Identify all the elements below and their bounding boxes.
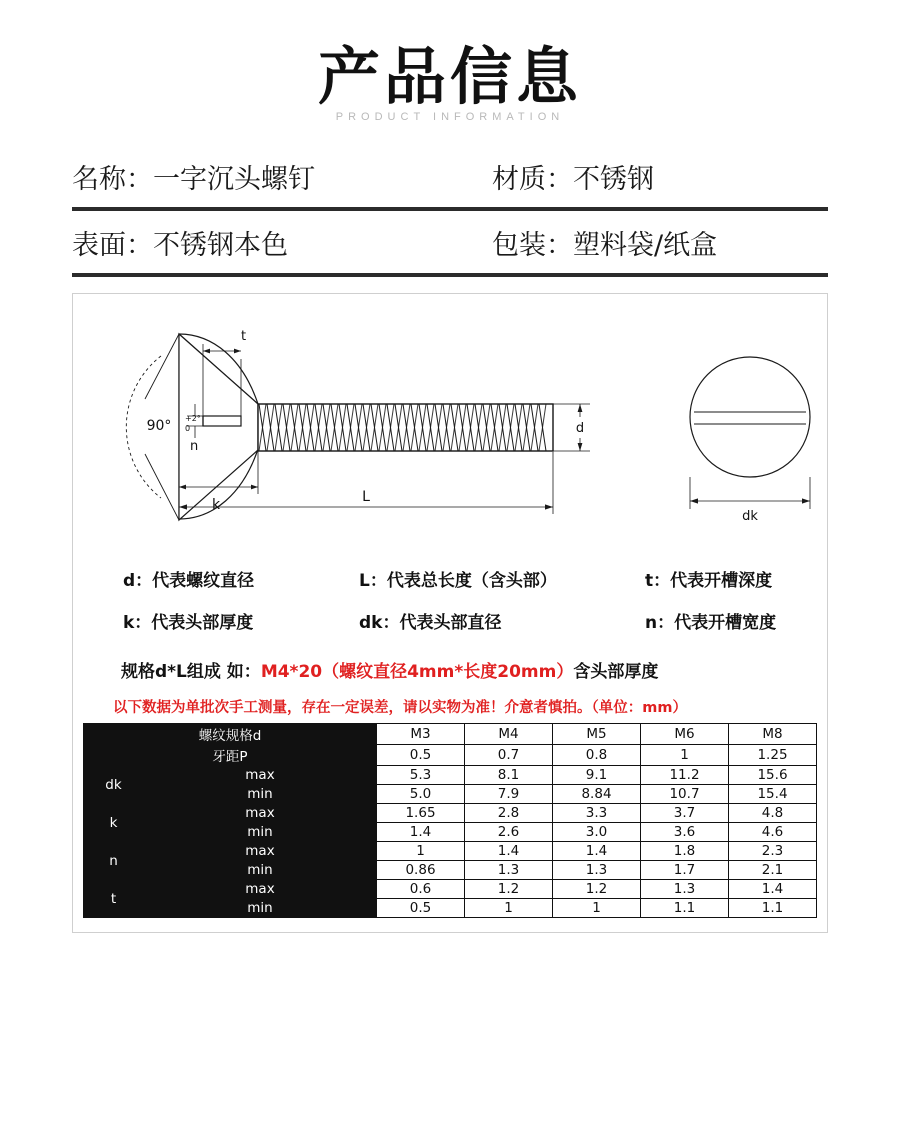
info-cell-name [72, 157, 492, 196]
table-cell: 1 [377, 842, 465, 861]
table-cell: 1.7 [641, 861, 729, 880]
table-cell: 15.6 [729, 766, 817, 785]
legend-t: t：代表开槽深度 [645, 571, 773, 592]
table-sublabel: min [144, 861, 377, 880]
product-info-list [72, 145, 828, 277]
table-cell: 1.25 [729, 745, 817, 766]
table-cell: 4.8 [729, 804, 817, 823]
info-value-name: 一字沉头螺钉 [153, 163, 315, 195]
table-cell: 11.2 [641, 766, 729, 785]
table-header-label: 螺纹规格d [84, 724, 377, 745]
legend-line-2 [123, 608, 777, 633]
legend-L: L：代表总长度（含头部） [359, 571, 557, 592]
table-size-m8: M8 [729, 724, 817, 745]
table-row-header [84, 724, 817, 745]
legend-k: k：代表头部厚度 [123, 613, 254, 634]
table-cell: 0.7 [465, 745, 553, 766]
table-cell: 3.0 [553, 823, 641, 842]
table-cell: 1 [465, 899, 553, 918]
table-size-m6: M6 [641, 724, 729, 745]
legend-d: d：代表螺纹直径 [123, 571, 255, 592]
legend-dk: dk：代表头部直径 [359, 613, 502, 634]
table-size-m5: M5 [553, 724, 641, 745]
table-sublabel: max [144, 804, 377, 823]
table-pitch-label: 牙距P [84, 745, 377, 766]
info-label-name: 名称： [72, 163, 153, 195]
legend-line-1 [123, 566, 777, 591]
table-cell: 3.3 [553, 804, 641, 823]
table-cell: 1.3 [553, 861, 641, 880]
table-cell: 7.9 [465, 785, 553, 804]
spec-suffix: 含头部厚度 [573, 662, 659, 683]
table-cell: 0.8 [553, 745, 641, 766]
spec-prefix: 规格d*L组成 如： [121, 662, 261, 683]
table-cell: 1.4 [553, 842, 641, 861]
label-L: L [362, 489, 370, 506]
table-cell: 10.7 [641, 785, 729, 804]
table-cell: 1.3 [465, 861, 553, 880]
table-cell: 0.5 [377, 745, 465, 766]
table-cell: 1.1 [729, 899, 817, 918]
spec-table [83, 723, 817, 918]
table-row [84, 804, 817, 823]
table-row [84, 785, 817, 804]
table-sublabel: min [144, 785, 377, 804]
table-cell: 15.4 [729, 785, 817, 804]
table-cell: 0.6 [377, 880, 465, 899]
label-t: t [241, 329, 247, 345]
table-cell: 2.3 [729, 842, 817, 861]
angle-label: 90° [146, 418, 172, 435]
table-cell: 8.84 [553, 785, 641, 804]
spec-composition-note [83, 657, 817, 682]
table-cell: 4.6 [729, 823, 817, 842]
table-sublabel: max [144, 766, 377, 785]
table-sublabel: max [144, 880, 377, 899]
divider-bottom [72, 273, 828, 277]
info-value-surface: 不锈钢本色 [153, 229, 288, 261]
legend-n: n：代表开槽宽度 [645, 613, 777, 634]
info-label-material: 材质： [492, 163, 573, 195]
label-d: d [575, 421, 585, 437]
measurement-disclaimer: 以下数据为单批次手工测量，存在一定误差，请以实物为准！介意者慎拍。（单位：mm） [113, 700, 687, 717]
label-dk: dk [742, 509, 758, 525]
info-label-packaging: 包装： [492, 229, 573, 261]
info-value-material: 不锈钢 [573, 163, 654, 195]
table-cell: 3.6 [641, 823, 729, 842]
info-row [72, 211, 828, 273]
table-cell: 8.1 [465, 766, 553, 785]
info-label-surface: 表面： [72, 229, 153, 261]
label-n: n [190, 439, 199, 455]
info-value-packaging: 塑料袋/纸盒 [573, 229, 718, 261]
label-k: k [211, 497, 221, 514]
table-sublabel: min [144, 823, 377, 842]
table-cell: 1.4 [465, 842, 553, 861]
angle-tol-top: +2° [185, 414, 201, 424]
page-title: 产品信息 [317, 40, 582, 113]
table-cell: 1 [641, 745, 729, 766]
info-cell-packaging [492, 223, 828, 262]
table-cell: 1.3 [641, 880, 729, 899]
table-cell: 2.6 [465, 823, 553, 842]
table-row [84, 842, 817, 861]
page-subtitle: PRODUCT INFORMATION [335, 111, 565, 124]
table-cell: 2.8 [465, 804, 553, 823]
table-row [84, 823, 817, 842]
table-cell: 5.0 [377, 785, 465, 804]
info-cell-surface [72, 223, 492, 262]
table-cell: 1.2 [553, 880, 641, 899]
table-row-pitch [84, 745, 817, 766]
table-cell: 5.3 [377, 766, 465, 785]
table-sublabel: min [144, 899, 377, 918]
table-cell: 1.65 [377, 804, 465, 823]
table-cell: 9.1 [553, 766, 641, 785]
table-cell: 1.2 [465, 880, 553, 899]
table-group-k: k [84, 804, 144, 842]
spec-panel [72, 293, 828, 933]
page-header [0, 0, 900, 123]
table-group-n: n [84, 842, 144, 880]
table-group-t: t [84, 880, 144, 918]
table-cell: 1.8 [641, 842, 729, 861]
table-cell: 1.4 [377, 823, 465, 842]
table-row [84, 899, 817, 918]
table-row [84, 880, 817, 899]
table-sublabel: max [144, 842, 377, 861]
table-cell: 1.1 [641, 899, 729, 918]
table-cell: 0.86 [377, 861, 465, 880]
screw-technical-drawing [83, 304, 817, 549]
table-row [84, 766, 817, 785]
spec-highlight: M4*20（螺纹直径4mm*长度20mm） [260, 662, 574, 683]
table-cell: 1.4 [729, 880, 817, 899]
table-group-dk: dk [84, 766, 144, 804]
table-cell: 1 [553, 899, 641, 918]
table-row [84, 861, 817, 880]
legend-block [83, 566, 817, 633]
table-cell: 3.7 [641, 804, 729, 823]
table-size-m4: M4 [465, 724, 553, 745]
angle-tol-bottom: 0 [185, 424, 191, 434]
table-cell: 2.1 [729, 861, 817, 880]
info-cell-material [492, 157, 828, 196]
info-row [72, 145, 828, 207]
table-cell: 0.5 [377, 899, 465, 918]
table-size-m3: M3 [377, 724, 465, 745]
